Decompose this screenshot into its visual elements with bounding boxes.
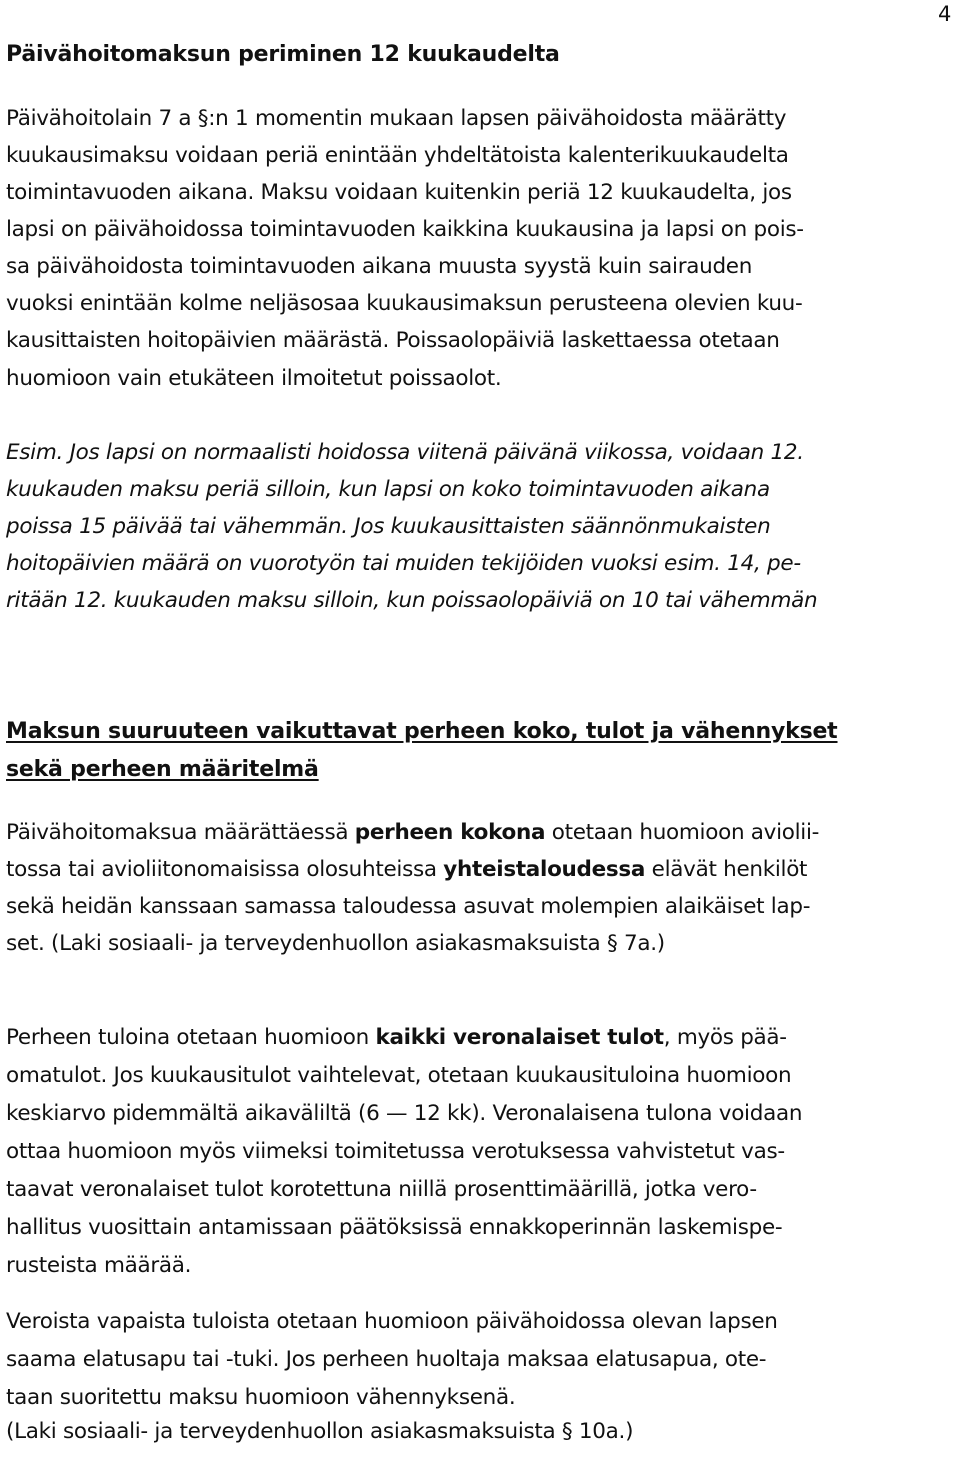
paragraph-line: sa päivähoidosta toimintavuoden aikana muusta syystä kuin sairauden — [6, 254, 753, 279]
example-line: hoitopäivien määrä on vuorotyön tai muiden tekijöiden vuoksi esim. 14, pe- — [6, 551, 801, 576]
text-run: elävät henkilöt — [645, 857, 808, 882]
paragraph-line: Päivähoitolain 7 a §:n 1 momentin mukaan lapsen päivähoidosta määrätty — [6, 106, 787, 131]
section-title: sekä perheen määritelmä — [6, 757, 319, 782]
example-line: kuukauden maksu periä silloin, kun lapsi on koko toimintavuoden aikana — [6, 477, 770, 502]
paragraph-line: taan suoritettu maksu huomioon vähennyksenä. — [6, 1385, 516, 1410]
paragraph-line: lapsi on päivähoidossa toimintavuoden kaikkina kuukausina ja lapsi on pois- — [6, 217, 804, 242]
text-run: Päivähoitomaksua määrättäessä — [6, 820, 355, 845]
paragraph-line: keskiarvo pidemmältä aikaväliltä (6 — 12 kk). Veronalaisena tulona voidaan — [6, 1101, 803, 1126]
paragraph-line — [6, 1025, 787, 1050]
text-run: Perheen tuloina otetaan huomioon — [6, 1025, 376, 1050]
text-run: tossa tai avioliitonomaisissa olosuhteissa — [6, 857, 444, 882]
section-title: Päivähoitomaksun periminen 12 kuukaudelta — [6, 42, 560, 67]
emphasis-text: kaikki veronalaiset tulot — [375, 1025, 664, 1050]
emphasis-text: yhteistaloudessa — [443, 857, 646, 882]
paragraph-line: hallitus vuosittain antamissaan päätöksissä ennakkoperinnän laskemispe- — [6, 1215, 783, 1240]
paragraph-line: omatulot. Jos kuukausitulot vaihtelevat, otetaan kuukausituloina huomioon — [6, 1063, 792, 1088]
section-title: Maksun suuruuteen vaikuttavat perheen koko, tulot ja vähennykset — [6, 719, 838, 744]
text-run: otetaan huomioon aviolii- — [545, 820, 820, 845]
text-run: , myös pää- — [663, 1025, 787, 1050]
paragraph-line: (Laki sosiaali- ja terveydenhuollon asiakasmaksuista § 10a.) — [6, 1419, 634, 1444]
paragraph-line: ottaa huomioon myös viimeksi toimitetussa verotuksessa vahvistetut vas- — [6, 1139, 785, 1164]
paragraph-line: rusteista määrää. — [6, 1253, 192, 1278]
example-line: Esim. Jos lapsi on normaalisti hoidossa viitenä päivänä viikossa, voidaan 12. — [6, 440, 804, 465]
paragraph-line: set. (Laki sosiaali- ja terveydenhuollon asiakasmaksuista § 7a.) — [6, 931, 665, 956]
paragraph-line: vuoksi enintään kolme neljäsosaa kuukausimaksun perusteena olevien kuu- — [6, 291, 803, 316]
paragraph-line: toimintavuoden aikana. Maksu voidaan kuitenkin periä 12 kuukaudelta, jos — [6, 180, 792, 205]
paragraph-line — [6, 857, 807, 882]
paragraph-line: Veroista vapaista tuloista otetaan huomioon päivähoidossa olevan lapsen — [6, 1309, 778, 1334]
example-line: ritään 12. kuukauden maksu silloin, kun poissaolopäiviä on 10 tai vähemmän — [6, 588, 818, 613]
paragraph-line: huomioon vain etukäteen ilmoitetut poissaolot. — [6, 366, 502, 391]
paragraph-line — [6, 820, 819, 845]
paragraph-line: taavat veronalaiset tulot korotettuna niillä prosenttimäärillä, jotka vero- — [6, 1177, 757, 1202]
page-number: 4 — [938, 2, 952, 26]
paragraph-line: kuukausimaksu voidaan periä enintään yhdeltätoista kalenterikuukaudelta — [6, 143, 789, 168]
example-line: poissa 15 päivää tai vähemmän. Jos kuukausittaisten säännönmukaisten — [6, 514, 771, 539]
emphasis-text: perheen kokona — [354, 820, 546, 845]
paragraph-line: kausittaisten hoitopäivien määrästä. Poissaolopäiviä laskettaessa otetaan — [6, 328, 780, 353]
paragraph-line: saama elatusapu tai -tuki. Jos perheen huoltaja maksaa elatusapua, ote- — [6, 1347, 767, 1372]
paragraph-line: sekä heidän kanssaan samassa taloudessa asuvat molempien alaikäiset lap- — [6, 894, 811, 919]
